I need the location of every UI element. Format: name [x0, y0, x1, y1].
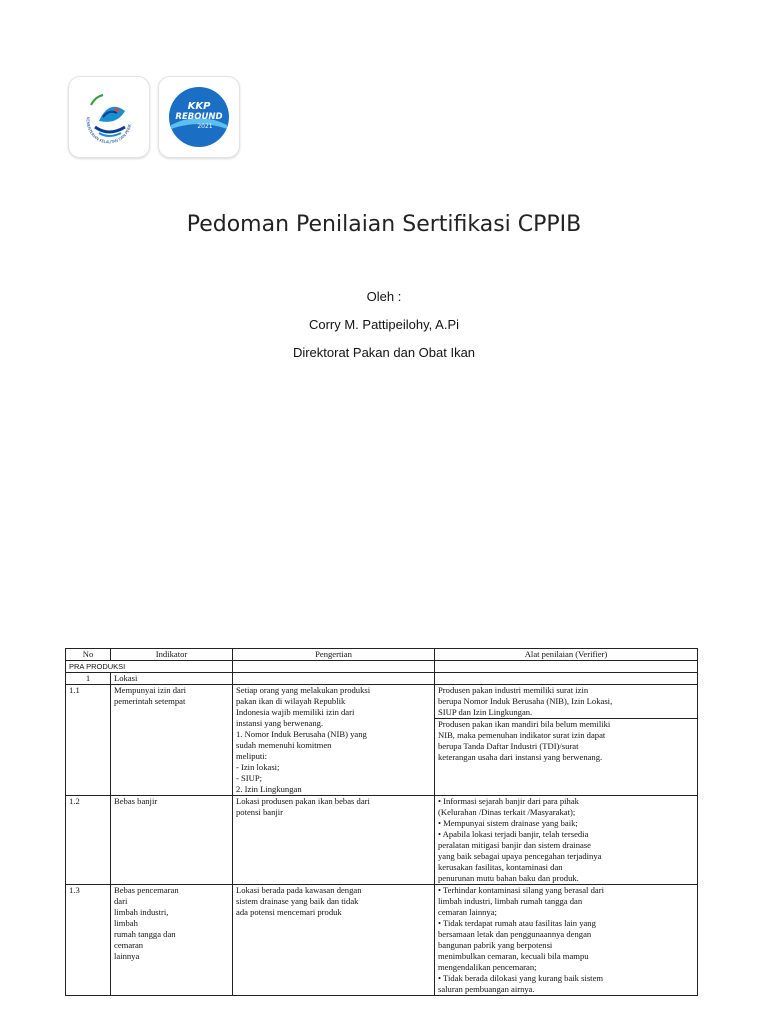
row-indikator — [111, 685, 233, 796]
kkp-ministry-logo — [68, 76, 150, 158]
text-line: penurunan mutu bahan baku dan produk. — [438, 873, 579, 883]
ministry-emblem-icon — [73, 81, 145, 153]
header-pengertian: Pengertian — [233, 649, 435, 661]
empty-cell — [233, 661, 435, 673]
text-line: pakan ikan di wilayah Republik — [236, 696, 346, 706]
text-line: 2. Izin Lingkungan — [236, 784, 302, 794]
header-verifier: Alat penilaian (Verifier) — [435, 649, 698, 661]
text-line: • Terhindar kontaminasi silang yang berasal dari — [438, 885, 604, 895]
text-line: • Mempunyai sistem drainase yang baik; — [438, 818, 578, 828]
text-line: NIB, maka pemenuhan indikator surat izin dapat — [438, 730, 606, 740]
author-name: Corry M. Pattipeilohy, A.Pi — [308, 317, 460, 332]
row-no: 1.2 — [66, 796, 111, 885]
row-pengertian — [233, 685, 435, 796]
empty-cell — [435, 673, 698, 685]
table-row — [66, 885, 698, 996]
text-line: Lokasi berada pada kawasan dengan — [236, 885, 362, 895]
rebound-kkp-text: KKP — [187, 101, 211, 112]
empty-cell — [233, 673, 435, 685]
rebound-word-text: REBOUND — [175, 112, 223, 122]
text-line: SIUP dan Izin Lingkungan. — [438, 707, 533, 717]
text-line: menimbulkan cemaran, kecuali bila mampu — [438, 951, 589, 961]
text-line: pemerintah setempat — [114, 696, 186, 706]
header-no: No — [66, 649, 111, 661]
row-pengertian — [233, 885, 435, 996]
row-verifier — [435, 796, 698, 885]
logo-group — [68, 76, 240, 158]
row-verifier — [435, 685, 698, 796]
verifier-subcell — [435, 718, 697, 763]
section-row — [66, 661, 698, 673]
text-line: ada potensi mencemari produk — [236, 907, 342, 917]
text-line: cemaran lainnya; — [438, 907, 497, 917]
byline-label: Oleh : — [366, 289, 402, 304]
text-line: berupa Nomor Induk Berusaha (NIB), Izin Lokasi, — [438, 696, 613, 706]
group-label: Lokasi — [111, 673, 233, 685]
text-line: Bebas banjir — [114, 796, 158, 806]
text-line: limbah industri, — [114, 907, 169, 917]
empty-cell — [435, 661, 698, 673]
row-no: 1.1 — [66, 685, 111, 796]
row-indikator — [111, 885, 233, 996]
text-line: rumah tangga dan — [114, 929, 176, 939]
header-indikator: Indikator — [111, 649, 233, 661]
rebound-year-text: 2021 — [197, 123, 213, 130]
text-line: • Informasi sejarah banjir dari para pihak — [438, 796, 579, 806]
group-row — [66, 673, 698, 685]
text-line: mengendalikan pencemaran; — [438, 962, 537, 972]
text-line: • Apabila lokasi terjadi banjir, telah tersedia — [438, 829, 589, 839]
indicator-table — [65, 648, 698, 996]
row-indikator — [111, 796, 233, 885]
organization-name: Direktorat Pakan dan Obat Ikan — [292, 345, 476, 360]
text-line: instansi yang berwenang. — [236, 718, 324, 728]
text-line: bangunan pabrik yang berpotensi — [438, 940, 553, 950]
kkp-rebound-logo — [158, 76, 240, 158]
text-line: sistem drainase yang baik dan tidak — [236, 896, 359, 906]
text-line: Produsen pakan industri memiliki surat izin — [438, 685, 589, 695]
row-pengertian — [233, 796, 435, 885]
text-line: Indonesia wajib memiliki izin dari — [236, 707, 355, 717]
table-row — [66, 796, 698, 885]
text-line: • Tidak berada dilokasi yang kurang baik sistem — [438, 973, 604, 983]
text-line: meliputi: — [236, 751, 268, 761]
rebound-badge-icon — [163, 81, 235, 153]
text-line: keterangan usaha dari instansi yang berwenang. — [438, 752, 603, 762]
text-line: Lokasi produsen pakan ikan bebas dari — [236, 796, 370, 806]
text-line: saluran pembuangan airnya. — [438, 984, 535, 994]
text-line: kerusakan fasilitas, kontaminasi dan — [438, 862, 563, 872]
table-row — [66, 685, 698, 796]
text-line: - SIUP; — [236, 773, 263, 783]
row-no: 1.3 — [66, 885, 111, 996]
document-title: Pedoman Penilaian Sertifikasi CPPIB — [186, 212, 582, 237]
text-line: potensi banjir — [236, 807, 284, 817]
text-line: lainnya — [114, 951, 140, 961]
text-line: dari — [114, 896, 128, 906]
text-line: yang baik sebagai upaya pencegahan terjadinya — [438, 851, 602, 861]
text-line: Produsen pakan ikan mandiri bila belum memiliki — [438, 719, 611, 729]
text-line: Setiap orang yang melakukan produksi — [236, 685, 371, 695]
ministry-logo-text: KEMENTERIAN KELAUTAN DAN PERIK — [85, 116, 133, 145]
row-verifier — [435, 885, 698, 996]
text-line: (Kelurahan /Dinas terkait /Masyarakat); — [438, 807, 576, 817]
text-line: sudah memenuhi komitmen — [236, 740, 332, 750]
text-line: • Tidak terdapat rumah atau fasilitas lain yang — [438, 918, 596, 928]
section-label: PRA PRODUKSI — [66, 661, 233, 673]
text-line: cemaran — [114, 940, 144, 950]
group-no: 1 — [66, 673, 111, 685]
table-header-row — [66, 649, 698, 661]
text-line: berupa Tanda Daftar Industri (TDI)/surat — [438, 741, 579, 751]
text-line: limbah — [114, 918, 138, 928]
text-line: bersamaan letak dan penggunaannya dengan — [438, 929, 592, 939]
text-line: peralatan mitigasi banjir dan sistem drainase — [438, 840, 591, 850]
text-line: 1. Nomor Induk Berusaha (NIB) yang — [236, 729, 367, 739]
text-line: Bebas pencemaran — [114, 885, 179, 895]
text-line: limbah industri, limbah rumah tangga dan — [438, 896, 583, 906]
text-line: Mempunyai izin dari — [114, 685, 187, 695]
text-line: - Izin lokasi; — [236, 762, 280, 772]
